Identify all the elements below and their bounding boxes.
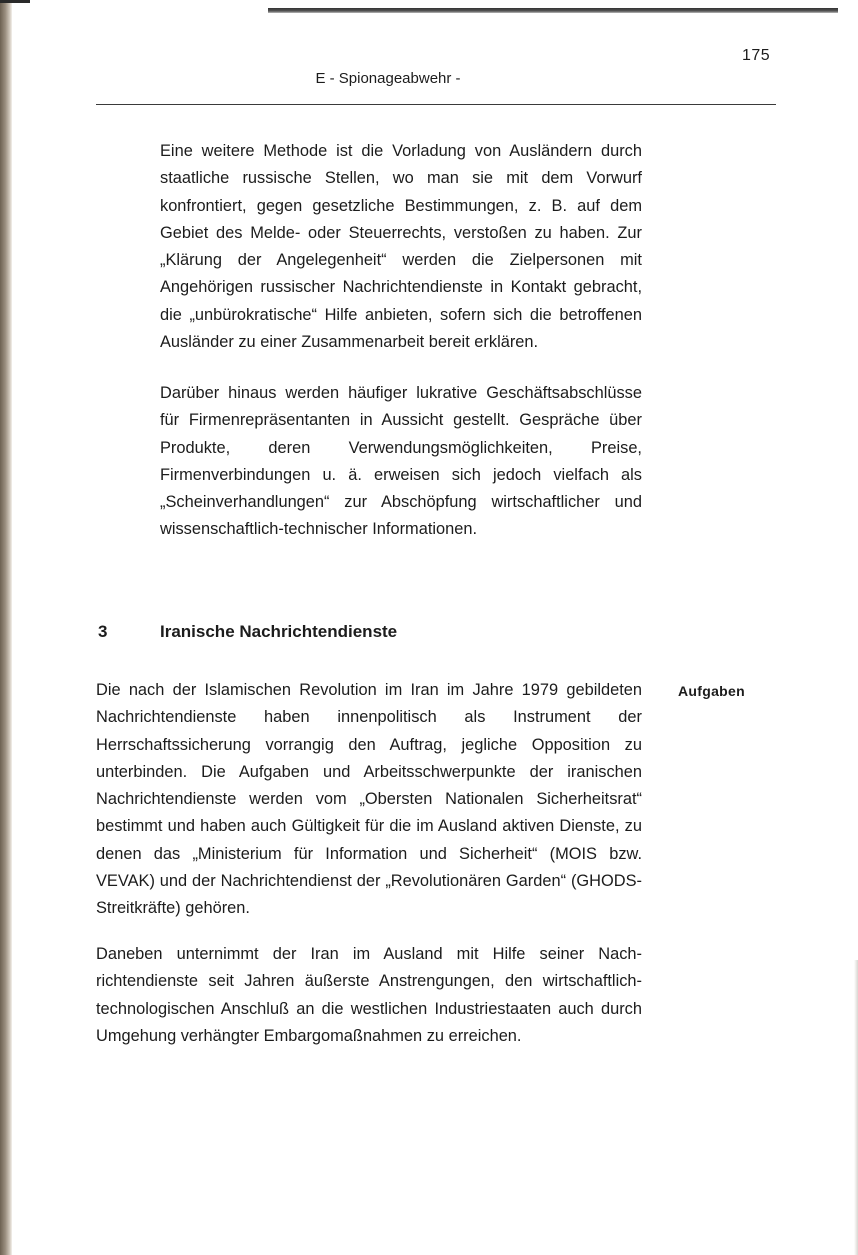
book-spine-shadow	[0, 0, 12, 1255]
body-paragraph-3: Die nach der Islamischen Revolution im Iran im Jahre 1979 gebildeten Nachrichtendienste haben innenpolitisch als Instrument der Herrschaftssicherung vorrangig den Auftrag, jegliche Opposition zu unterbinden. Die Aufgaben und Arbeitsschwerpunkte der iranischen Nachrichtendienste werden vom „Obersten Nationalen Sicherheitsrat“ bestimmt und haben auch Gültigkeit für die im Ausland aktiven Dienste, zu denen das „Ministerium für Information und Sicherheit“ (MOIS bzw. VEVAK) und der Nachrichtendienst der „Revolutionären Garden“ (GHODS-Streitkräfte) gehören.	[96, 681, 642, 918]
body-paragraph-2: Darüber hinaus werden häufiger lukrative Geschäftsabschlüsse für Firmenrepräsentanten in Aussicht gestellt. Gespräche über Produkte, deren Verwendungsmöglichkeiten, Preise, Firmenverbindungen u. ä. erweisen sich jedoch vielfach als „Scheinverhandlungen“ zur Abschöpfung wirtschaftlicher und wissenschaftlich-technischer Informationen.	[160, 384, 642, 539]
margin-note: Aufgaben	[678, 683, 745, 699]
corner-mark	[0, 0, 30, 21]
body-paragraph-4: Daneben unternimmt der Iran im Ausland mit Hilfe seiner Nachrichtendienste seit Jahren äußerste Anstrengungen, den wirtschaftlich-technologischen Anschluß an die westlichen Industriestaaten auch durch Umgehung verhängter Embargomaßnahmen zu erreichen.	[96, 945, 642, 1045]
header-rule	[96, 104, 776, 105]
section-heading: Iranische Nachrichtendienste	[160, 622, 398, 641]
top-edge-rule	[268, 8, 838, 13]
section-number: 3	[98, 622, 108, 641]
running-head: E - Spionageabwehr -	[315, 70, 461, 87]
page-edge-shadow	[854, 960, 858, 1255]
page-number: 175	[742, 47, 771, 64]
body-paragraph-1: Eine weitere Methode ist die Vorladung von Ausländern durch staatliche russische Stellen, wo man sie mit dem Vorwurf konfrontiert, gegen gesetzliche Bestimmungen, z. B. auf dem Gebiet des Melde- oder Steuerrechts, verstoßen zu haben. Zur „Klärung der Angelegenheit“ werden die Zielpersonen mit Angehörigen russischer Nachrichtendienste in Kontakt gebracht, die „unbürokratische“ Hilfe anbieten, sofern sich die betroffenen Ausländer zu einer Zusammenarbeit bereit erklären.	[160, 142, 642, 352]
